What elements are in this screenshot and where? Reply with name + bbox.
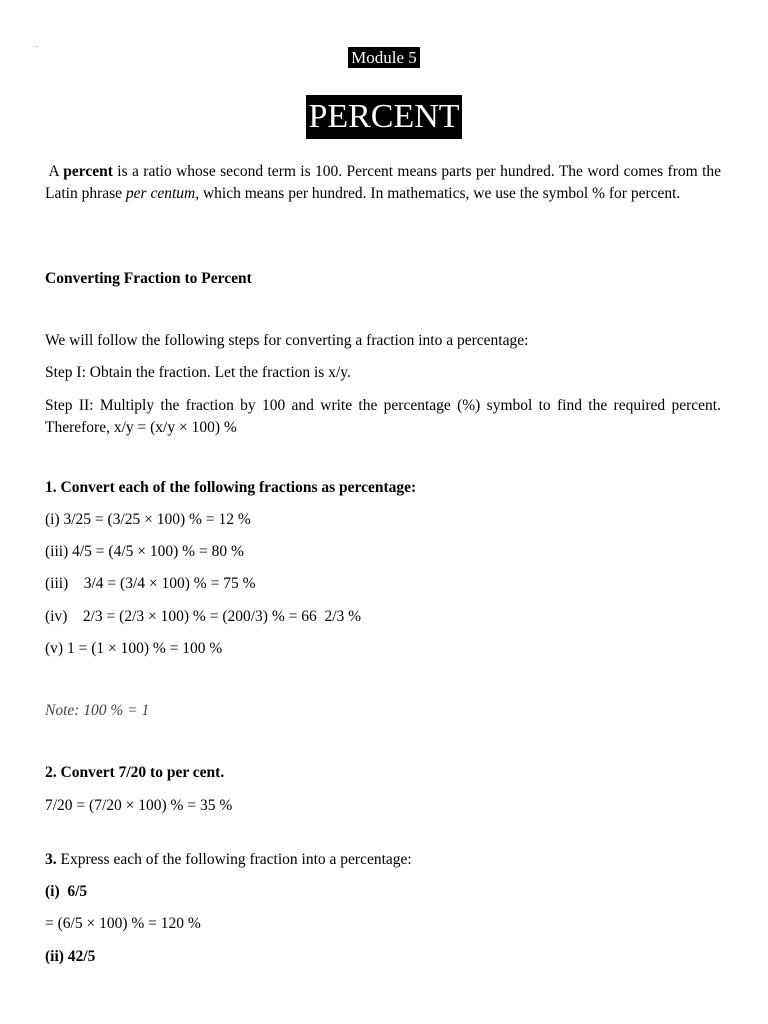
q2-heading: 2. Convert 7/20 to per cent. (45, 764, 225, 781)
note: Note: 100 % = 1 (45, 702, 150, 719)
q1-item: (iii) 4/5 = (4/5 × 100) % = 80 % (45, 543, 244, 560)
q1-item: (iv) 2/3 = (2/3 × 100) % = (200/3) % = 66 2/3 % (45, 608, 362, 625)
q1-item: (i) 3/25 = (3/25 × 100) % = 12 % (45, 511, 251, 528)
q3-item-answer: = (6/5 × 100) % = 120 % (45, 915, 201, 932)
step-one: Step I: Obtain the fraction. Let the fraction is x/y. (45, 364, 351, 381)
percent-term: percent (63, 163, 113, 180)
step-two: Step II: Multiply the fraction by 100 and write the percentage (%) symbol to find the required percent. Therefore, x/y = (x/y × 100) % (45, 397, 721, 436)
page-title: PERCENT (0, 95, 768, 139)
q3-item-label: (i) 6/5 (45, 883, 88, 900)
q2-answer: 7/20 = (7/20 × 100) % = 35 % (45, 797, 233, 814)
section-heading: Converting Fraction to Percent (45, 270, 252, 287)
steps-intro: We will follow the following steps for converting a fraction into a percentage: (45, 332, 529, 349)
latin-phrase: per centum (125, 185, 196, 202)
q1-item: (iii) 3/4 = (3/4 × 100) % = 75 % (45, 575, 256, 592)
intro-paragraph: A percent is a ratio whose second term is 100. Percent means parts per hundred. The word comes from the Latin phrase per centum, which means per hundred. In mathematics, we use the symbol % for percent. (45, 163, 722, 202)
q1-item: (v) 1 = (1 × 100) % = 100 % (45, 640, 223, 657)
module-label: Module 5 (0, 47, 768, 69)
q3-heading: 3. Express each of the following fraction into a percentage: (45, 851, 412, 868)
q3-item-label: (ii) 42/5 (45, 948, 96, 965)
q1-heading: 1. Convert each of the following fractions as percentage: (45, 479, 417, 496)
